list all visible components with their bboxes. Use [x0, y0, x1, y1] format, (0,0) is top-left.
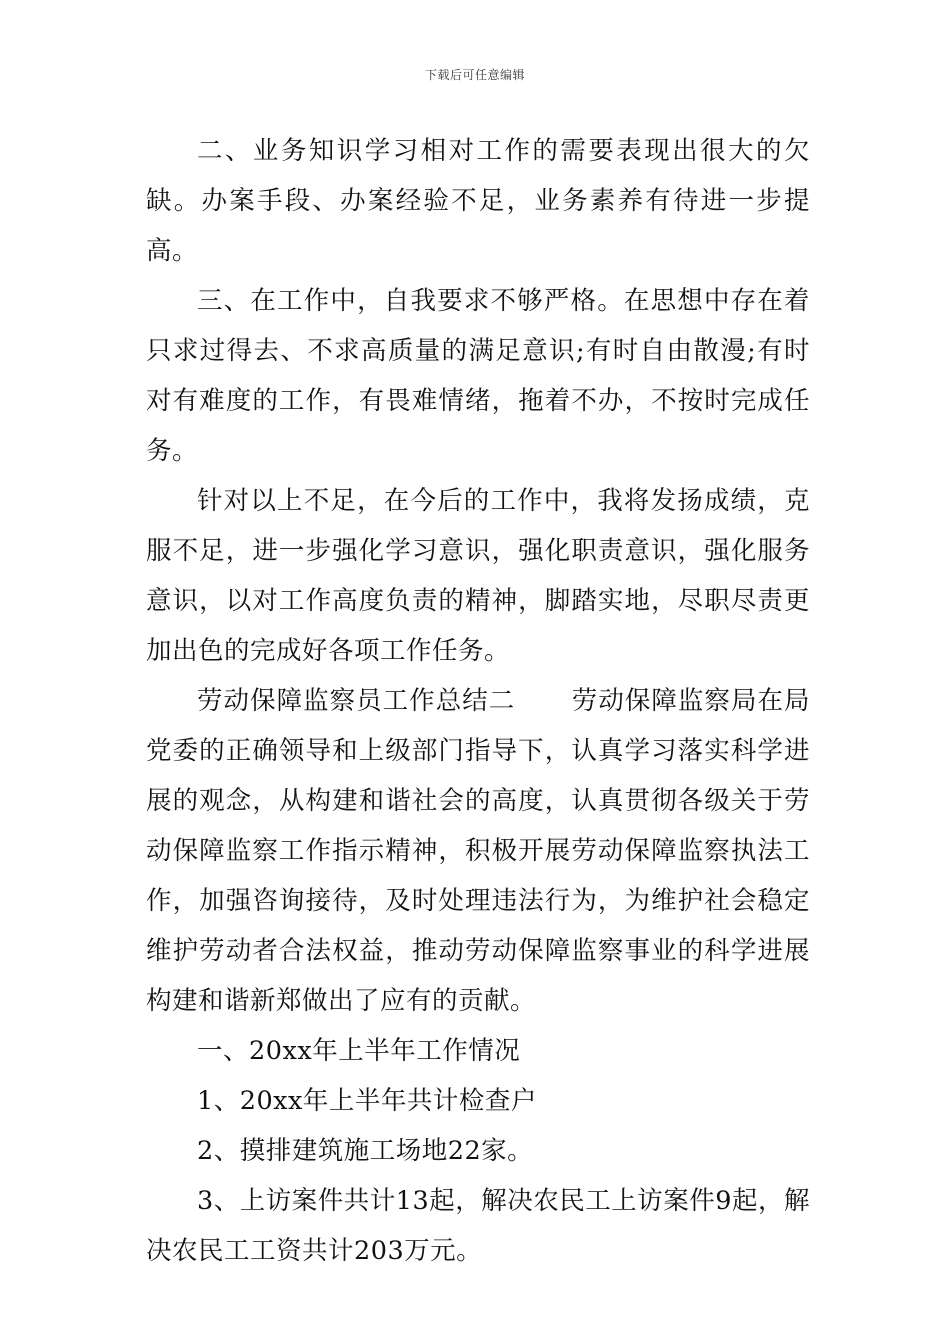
section-two-title: 劳动保障监察员工作总结二: [197, 686, 516, 716]
header-note: 下载后可任意编辑: [424, 68, 525, 82]
paragraph-shortcomings-3: 三、在工作中，自我要求不够严格。在思想中存在着只求过得去、不求高质量的满足意识;有时自由散漫;有时对有难度的工作，有畏难情绪，拖着不办，不按时完成任务。: [146, 286, 810, 466]
paragraph-shortcomings-2: 二、业务知识学习相对工作的需要表现出很大的欠缺。办案手段、办案经验不足，业务素养有待进一步提高。: [146, 136, 810, 266]
document-body: [146, 126, 810, 1276]
list-item-3: 3、上访案件共计13起，解决农民工上访案件9起，解决农民工工资共计203万元。: [146, 1186, 810, 1266]
list-item-1: 1、20xx年上半年共计检查户: [197, 1086, 537, 1116]
paragraph-section-two: [146, 676, 810, 1026]
list-item-heading: 一、20xx年上半年工作情况: [197, 1036, 521, 1066]
list-item-2: 2、摸排建筑施工场地22家。: [197, 1136, 534, 1166]
section-two-body: 劳动保障监察局在局党委的正确领导和上级部门指导下，认真学习落实科学进展的观念，从构建和谐社会的高度，认真贯彻各级关于劳动保障监察工作指示精神，积极开展劳动保障监察执法工作，加强咨询接待，及时处理违法行为，为维护社会稳定维护劳动者合法权益，推动劳动保障监察事业的科学进展构建和谐新郑做出了应有的贡献。: [146, 686, 810, 1016]
paragraph-improvement-plan: 针对以上不足，在今后的工作中，我将发扬成绩，克服不足，进一步强化学习意识，强化职责意识，强化服务意识，以对工作高度负责的精神，脚踏实地，尽职尽责更加出色的完成好各项工作任务。: [146, 486, 810, 666]
